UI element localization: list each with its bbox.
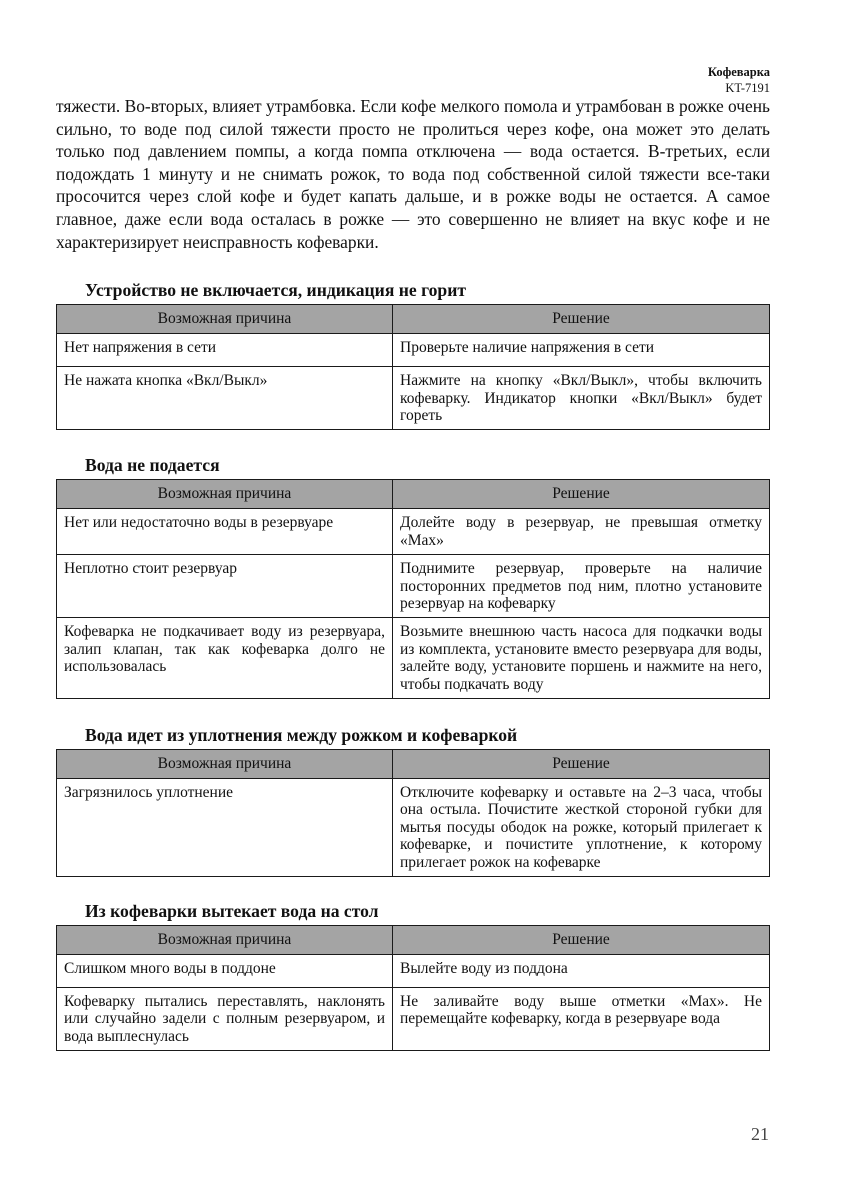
table-row [57, 618, 770, 699]
cause-cell: Не нажата кнопка «Вкл/Выкл» [57, 367, 393, 430]
section-title: Из кофеварки вытекает вода на стол [85, 901, 379, 922]
table-header-row [57, 926, 770, 955]
cause-cell: Нет напряжения в сети [57, 334, 393, 367]
cause-cell: Кофеварку пытались переставлять, наклонять или случайно задели с полным резервуаром, и вода выплеснулась [57, 988, 393, 1051]
table-row [57, 955, 770, 988]
column-header-solution: Решение [393, 750, 770, 779]
section-title: Вода не подается [85, 455, 220, 476]
header-product-name: Кофеварка [707, 65, 770, 79]
troubleshooting-table [56, 479, 770, 699]
column-header-cause: Возможная причина [57, 750, 393, 779]
section-title: Устройство не включается, индикация не горит [85, 280, 466, 301]
solution-cell: Нажмите на кнопку «Вкл/Выкл», чтобы включить кофеварку. Индикатор кнопки «Вкл/Выкл» будет гореть [393, 367, 770, 430]
page-content [56, 95, 770, 1051]
section-title: Вода идет из уплотнения между рожком и кофеваркой [85, 725, 518, 746]
cause-cell: Слишком много воды в поддоне [57, 955, 393, 988]
solution-cell: Проверьте наличие напряжения в сети [393, 334, 770, 367]
column-header-cause: Возможная причина [57, 305, 393, 334]
troubleshooting-table [56, 749, 770, 877]
page-number: 21 [751, 1124, 769, 1144]
troubleshooting-table [56, 925, 770, 1051]
solution-cell: Не заливайте воду выше отметки «Max». Не перемещайте кофеварку, когда в резервуаре вода [393, 988, 770, 1051]
solution-cell: Поднимите резервуар, проверьте на наличие посторонних предметов под ним, плотно установите резервуар на кофеварку [393, 555, 770, 618]
table-row [57, 334, 770, 367]
solution-cell: Вылейте воду из поддона [393, 955, 770, 988]
intro-paragraph: тяжести. Во-вторых, влияет утрамбовка. Если кофе мелкого помола и утрамбован в рожке очень сильно, то воде под силой тяжести просто не пролиться через кофе, она может это делать только под давлением помпы, а когда помпа отключена — вода остается. В-третьих, если подождать 1 минуту и не снимать рожок, то вода под собственной силой тяжести все-таки просочится через слой кофе и будет капать дальше, и в рожке воды не остается. А самое главное, даже если вода осталась в рожке — это совершенно не влияет на вкус кофе и не характеризирует неисправность кофеварки. [56, 96, 770, 252]
table-row [57, 367, 770, 430]
table-row [57, 988, 770, 1051]
column-header-cause: Возможная причина [57, 480, 393, 509]
cause-cell: Нет или недостаточно воды в резервуаре [57, 509, 393, 555]
table-header-row [57, 480, 770, 509]
table-row [57, 779, 770, 877]
solution-cell: Отключите кофеварку и оставьте на 2–3 часа, чтобы она остыла. Почистите жесткой стороной губки для мытья посуды ободок на рожке, который прилегает к кофеварке, и почистите уплотнение, к которому прилегает рожок на кофеварке [393, 779, 770, 877]
cause-cell: Загрязнилось уплотнение [57, 779, 393, 877]
column-header-cause: Возможная причина [57, 926, 393, 955]
table-header-row [57, 750, 770, 779]
header-model-number: KT-7191 [725, 81, 770, 95]
running-header [708, 64, 770, 96]
table-row [57, 509, 770, 555]
column-header-solution: Решение [393, 480, 770, 509]
column-header-solution: Решение [393, 926, 770, 955]
table-header-row [57, 305, 770, 334]
table-row [57, 555, 770, 618]
cause-cell: Кофеварка не подкачивает воду из резервуара, залип клапан, так как кофеварка долго не использовалась [57, 618, 393, 699]
solution-cell: Долейте воду в резервуар, не превышая отметку «Max» [393, 509, 770, 555]
cause-cell: Неплотно стоит резервуар [57, 555, 393, 618]
solution-cell: Возьмите внешнюю часть насоса для подкачки воды из комплекта, установите вместо резервуара для воды, залейте воду, установите поршень и нажмите на него, чтобы подкачать воду [393, 618, 770, 699]
troubleshooting-table [56, 304, 770, 430]
column-header-solution: Решение [393, 305, 770, 334]
